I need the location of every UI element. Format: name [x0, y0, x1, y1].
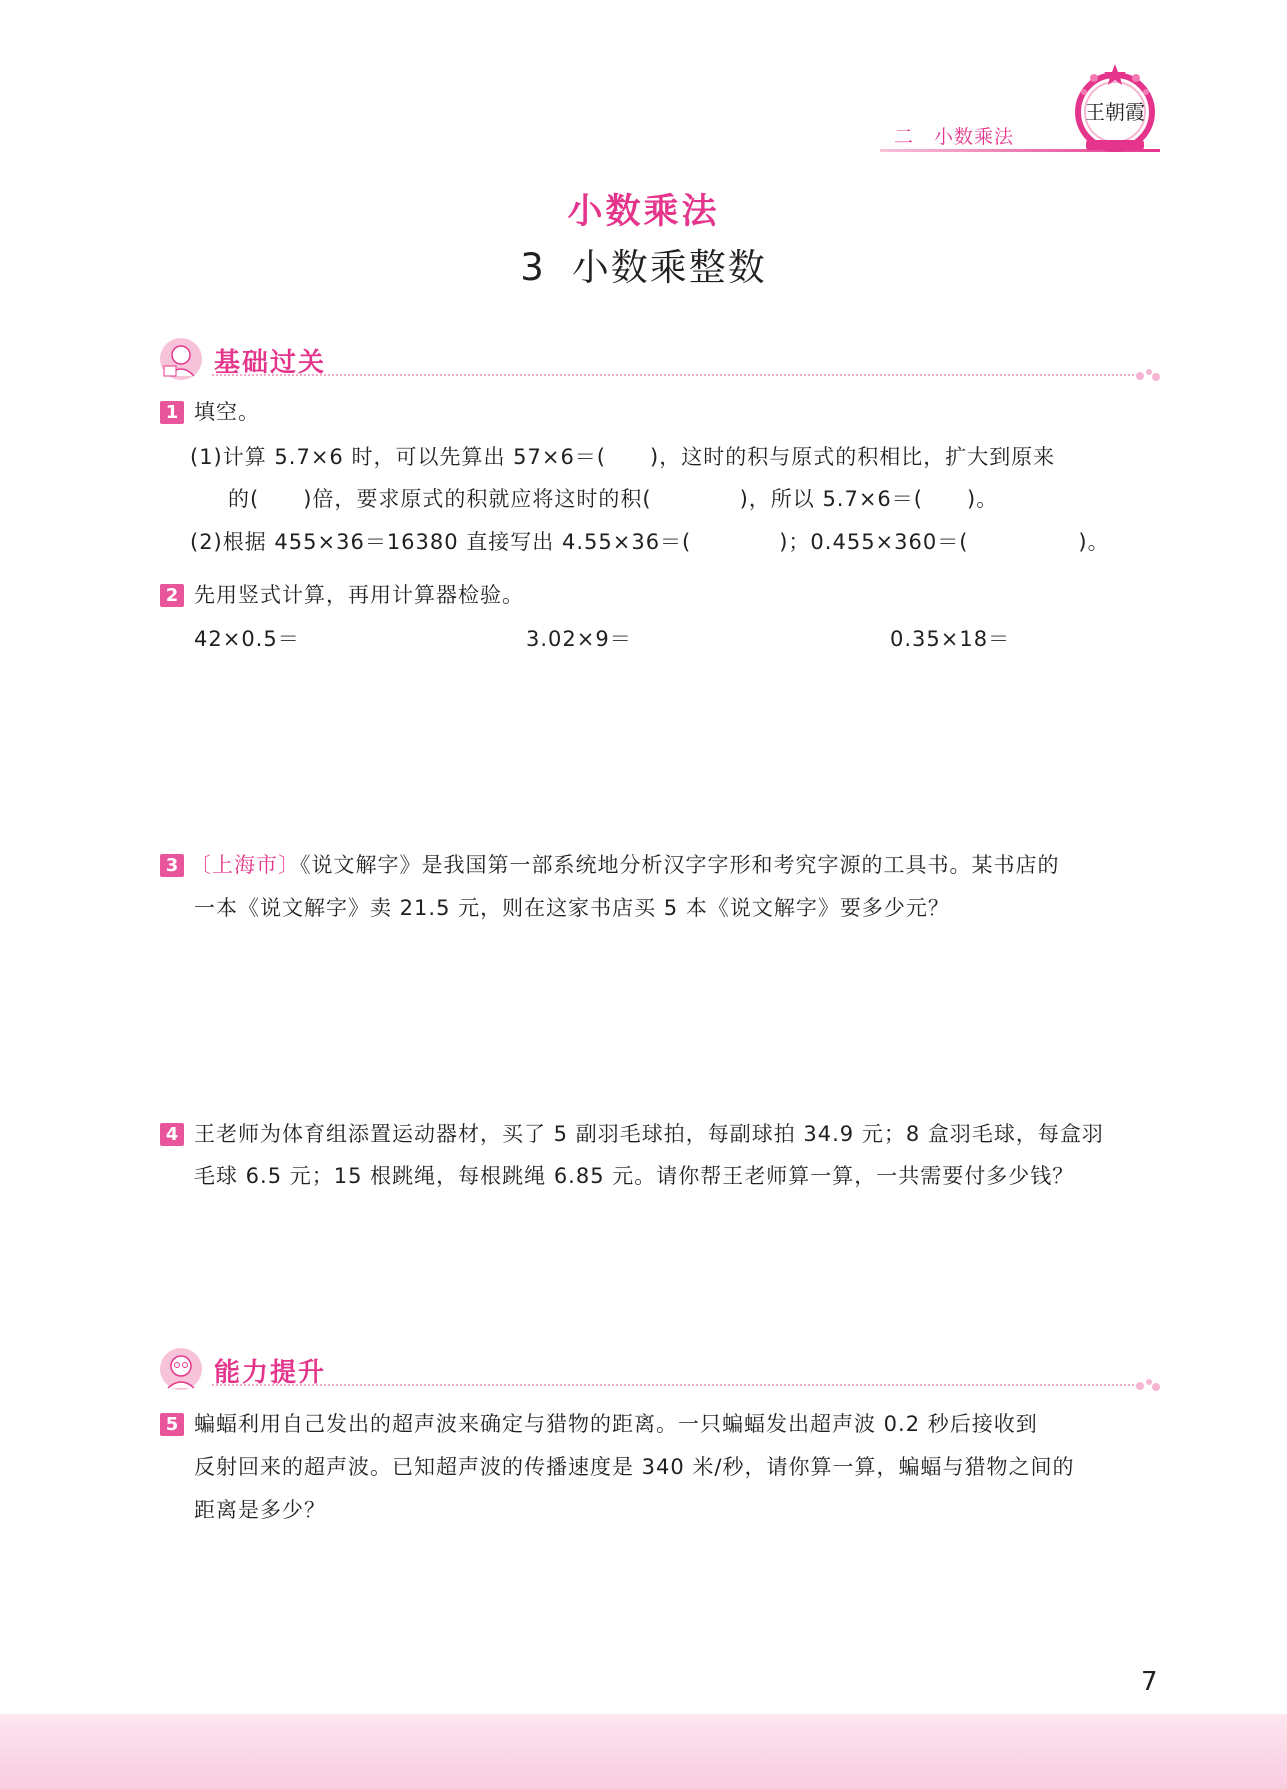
- q3-region-tag: 〔上海市〕: [190, 853, 300, 877]
- page-title: 小数乘法: [567, 192, 720, 232]
- girl-mascot-icon: [158, 336, 204, 382]
- dots-ornament-icon: [1134, 1374, 1164, 1394]
- q3-text-1: 《说文解字》是我国第一部系统地分析汉字字形和考究字源的工具书。某书店的: [300, 853, 1060, 877]
- footer-band: [0, 1714, 1287, 1789]
- q2-stem: 先用竖式计算，再用计算器检验。: [194, 583, 524, 607]
- q5-line-2: 反射回来的超声波。已知超声波的传播速度是 340 米/秒，请你算一算，蝙蝠与猎物之间的: [194, 1455, 1075, 1479]
- lesson-title: [0, 237, 1287, 291]
- question-number: 2: [160, 584, 184, 607]
- page-number: 7: [1141, 1667, 1158, 1697]
- q2-expression-1: 42×0.5＝: [194, 627, 300, 651]
- section-basic: [158, 336, 1158, 388]
- brand-name: 王朝霞: [1085, 100, 1145, 124]
- lesson-number: 3: [520, 246, 546, 289]
- section-divider: [212, 1384, 1142, 1386]
- grandpa-mascot-icon: [158, 1346, 204, 1392]
- q2-expression-3: 0.35×18＝: [890, 627, 1011, 651]
- q5-line-3: 距离是多少？: [194, 1498, 326, 1522]
- lesson-name: 小数乘整数: [571, 246, 767, 289]
- q4-line-2: 毛球 6.5 元；15 根跳绳，每根跳绳 6.85 元。请你帮王老师算一算，一共需要付多少钱？: [194, 1164, 1075, 1188]
- chapter-label: 二 小数乘法: [894, 126, 1015, 148]
- q1-line-1: (1)计算 5.7×6 时，可以先算出 57×6＝( )，这时的积与原式的积相比，扩大到原来: [190, 445, 1056, 469]
- question-number: 3: [160, 854, 184, 877]
- section-ability: [158, 1346, 1158, 1398]
- q4-line-1: 王老师为体育组添置运动器材，买了 5 副羽毛球拍，每副球拍 34.9 元；8 盒羽毛球，每盒羽: [194, 1122, 1104, 1146]
- q1-line-3: (2)根据 455×36＝16380 直接写出 4.55×36＝( )；0.455×360＝( )。: [190, 530, 1110, 554]
- section-divider: [212, 374, 1142, 376]
- q1-stem: 填空。: [194, 400, 260, 424]
- q2-expression-2: 3.02×9＝: [526, 627, 632, 651]
- q1-line-2: 的( )倍，要求原式的积就应将这时的积( )，所以 5.7×6＝( )。: [228, 487, 999, 511]
- q3-line-2: 一本《说文解字》卖 21.5 元，则在这家书店买 5 本《说文解字》要多少元？: [194, 896, 950, 920]
- brand-logo-icon: [1072, 62, 1158, 154]
- question-number: 5: [160, 1413, 184, 1436]
- question-number: 1: [160, 401, 184, 424]
- section-ability-label: 能力提升: [214, 1358, 327, 1388]
- q5-line-1: 蝙蝠利用自己发出的超声波来确定与猎物的距离。一只蝙蝠发出超声波 0.2 秒后接收到: [194, 1412, 1038, 1436]
- q3-line-1: [190, 850, 1060, 880]
- section-basic-label: 基础过关: [214, 348, 327, 378]
- dots-ornament-icon: [1134, 364, 1164, 384]
- question-number: 4: [160, 1123, 184, 1146]
